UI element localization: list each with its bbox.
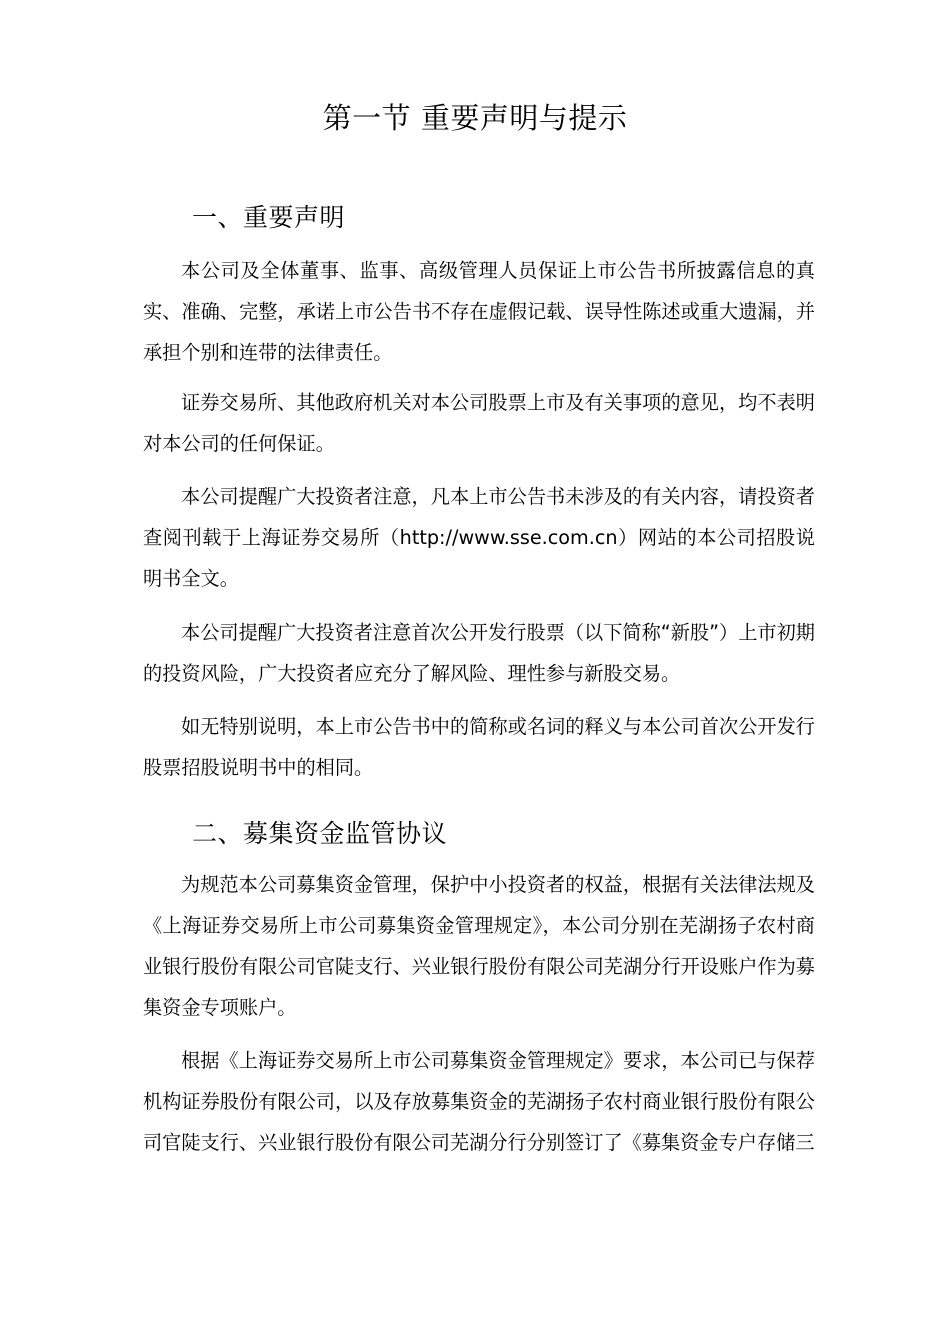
paragraph-definitions: 如无特别说明，本上市公告书中的简称或名词的释义与本公司首次公开发行股票招股说明书中的相同。 bbox=[143, 715, 815, 779]
paragraph-statement-truthfulness: 本公司及全体董事、监事、高级管理人员保证上市公告书所披露信息的真实、准确、完整，承诺上市公告书不存在虚假记载、误导性陈述或重大遗漏，并承担个别和连带的法律责任。 bbox=[143, 259, 815, 364]
paragraph-fund-accounts: 为规范本公司募集资金管理，保护中小投资者的权益，根据有关法律法规及《上海证券交易所上市公司募集资金管理规定》，本公司分别在芜湖扬子农村商业银行股份有限公司官陡支行、兴业银行股份有限公司芜湖分行开设账户作为募集资金专项账户。 bbox=[143, 873, 815, 1019]
paragraph-supervision-agreement: 根据《上海证券交易所上市公司募集资金管理规定》要求，本公司已与保荐机构证券股份有限公司，以及存放募集资金的芜湖扬子农村商业银行股份有限公司官陡支行、兴业银行股份有限公司芜湖分行分别签订了《募集资金专户存储三 bbox=[143, 1049, 815, 1154]
section-heading-important-statement: 一、重要声明 bbox=[192, 203, 346, 232]
paragraph-read-prospectus: 本公司提醒广大投资者注意，凡本上市公告书未涉及的有关内容，请投资者查阅刊载于上海证券交易所（http://www.sse.com.cn）网站的本公司招股说明书全文。 bbox=[143, 485, 815, 590]
paragraph-investment-risk: 本公司提醒广大投资者注意首次公开发行股票（以下简称“新股”）上市初期的投资风险，广大投资者应充分了解风险、理性参与新股交易。 bbox=[143, 621, 815, 685]
section-heading-fund-supervision: 二、募集资金监管协议 bbox=[192, 819, 448, 848]
page-title: 第一节 重要声明与提示 bbox=[322, 101, 628, 135]
paragraph-no-guarantee: 证券交易所、其他政府机关对本公司股票上市及有关事项的意见，均不表明对本公司的任何保证。 bbox=[143, 391, 815, 455]
